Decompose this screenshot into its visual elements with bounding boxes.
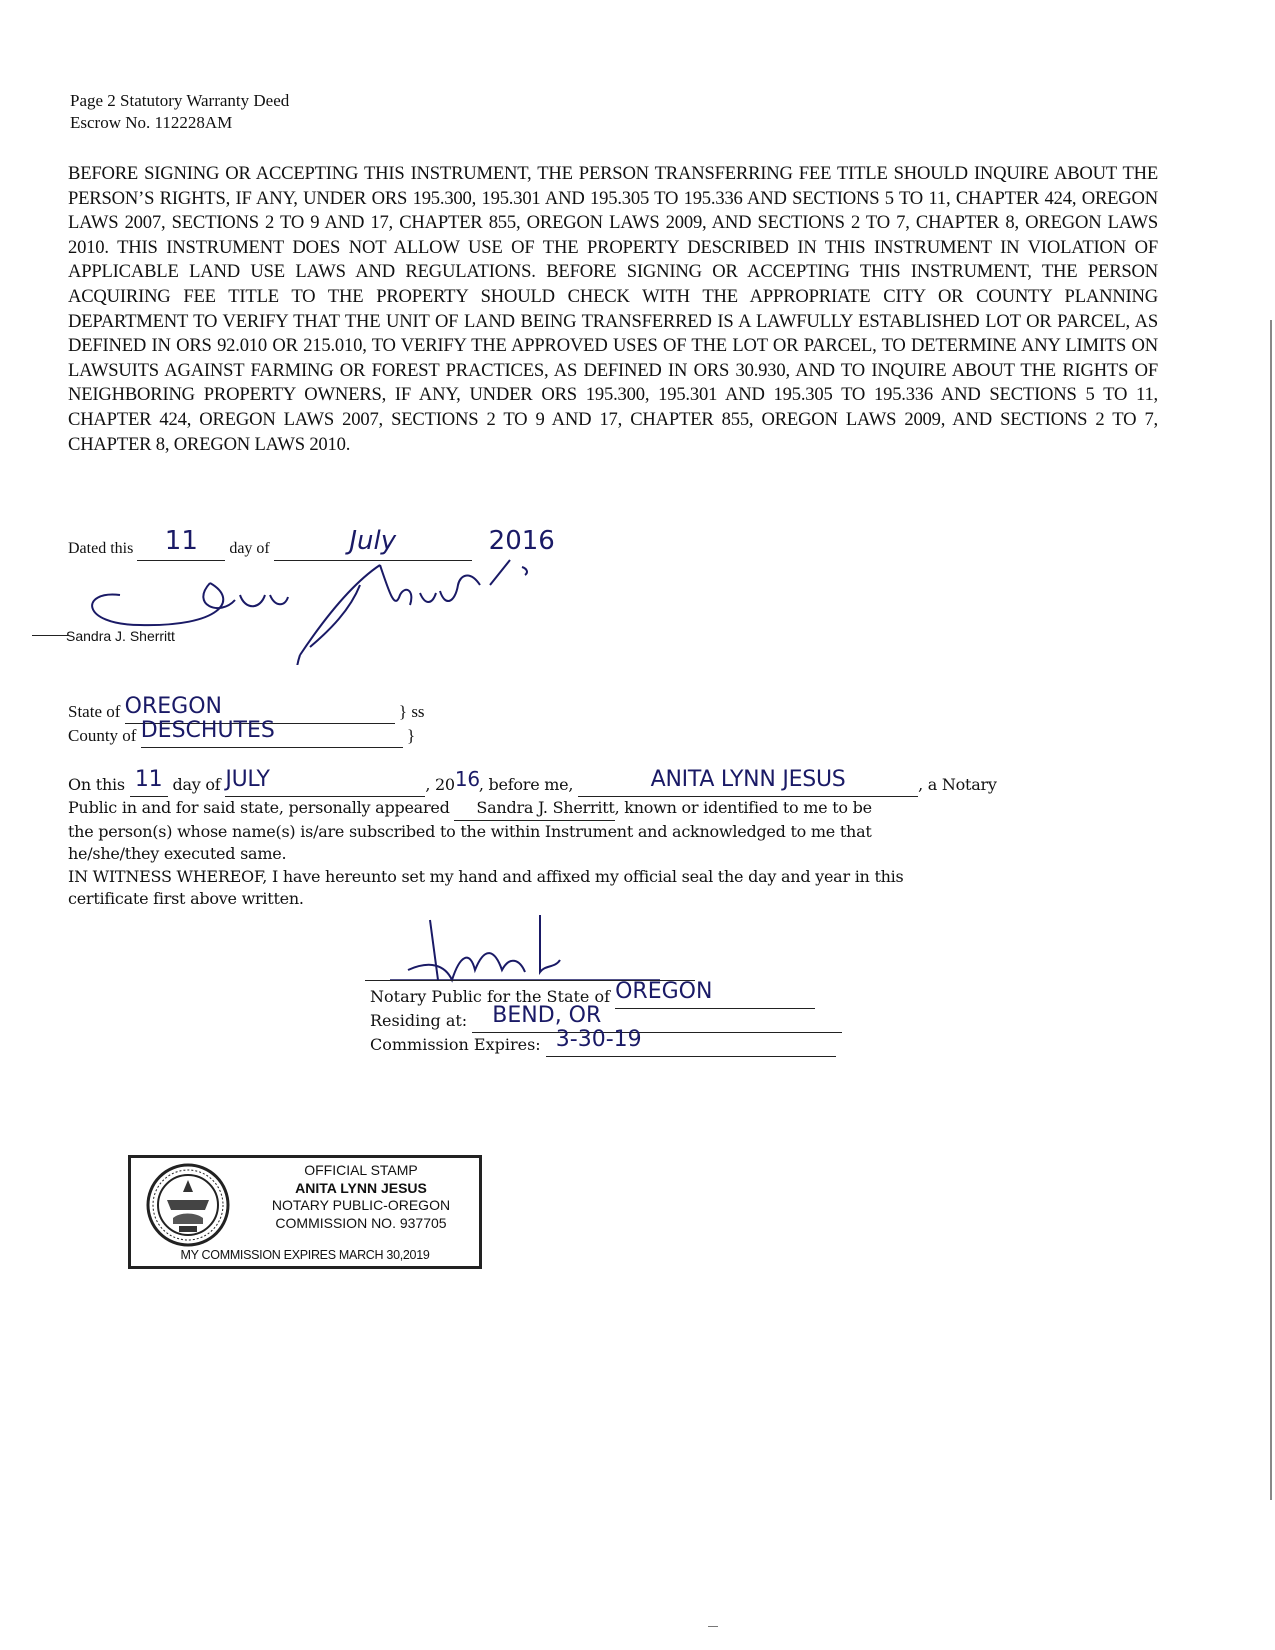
dated-month: July bbox=[349, 526, 397, 556]
ack-line5: IN WITNESS WHEREOF, I have hereunto set my hand and affixed my official seal the day and year in this bbox=[68, 866, 904, 886]
scan-edge-line bbox=[1270, 320, 1272, 1500]
stamp-line3: NOTARY PUBLIC-OREGON bbox=[271, 1197, 451, 1213]
notary-details bbox=[370, 979, 842, 1057]
dated-year: 2016 bbox=[488, 526, 555, 556]
state-label: State of bbox=[68, 702, 121, 721]
dated-middle: day of bbox=[229, 540, 270, 557]
expires-label: Commission Expires: bbox=[370, 1035, 541, 1054]
ack-year-blank bbox=[454, 767, 480, 796]
ack-month-blank bbox=[225, 767, 425, 797]
official-notary-stamp bbox=[128, 1155, 482, 1269]
expires-blank bbox=[546, 1027, 836, 1057]
notary-signature bbox=[390, 910, 670, 990]
residing-label: Residing at: bbox=[370, 1011, 468, 1030]
ack-line4: he/she/they executed same. bbox=[68, 844, 287, 864]
ss-mark: } ss bbox=[398, 702, 425, 721]
stamp-line4: COMMISSION NO. 937705 bbox=[275, 1214, 447, 1231]
ack-year-suffix: 16 bbox=[454, 767, 480, 791]
ack-line2-pre: Public in and for said state, personally appeared bbox=[68, 798, 450, 818]
county-brace: } bbox=[406, 726, 416, 745]
ack-notary-name: ANITA LYNN JESUS bbox=[650, 767, 846, 792]
dated-prefix: Dated this bbox=[68, 540, 134, 557]
ack-on-this: On this bbox=[68, 775, 125, 794]
ack-year-prefix: , 20 bbox=[425, 775, 455, 794]
ack-day-blank bbox=[130, 767, 168, 797]
county-label: County of bbox=[68, 726, 137, 745]
oregon-state-seal-icon bbox=[145, 1162, 231, 1248]
ack-month: JULY bbox=[225, 767, 270, 792]
residing-value: BEND, OR bbox=[492, 1003, 602, 1028]
stamp-line2: ANITA LYNN JESUS bbox=[295, 1179, 427, 1196]
ack-line6: certificate first above written. bbox=[68, 889, 304, 909]
signature-line bbox=[32, 635, 68, 636]
page-title: Page 2 Statutory Warranty Deed bbox=[70, 91, 290, 110]
stamp-line1: OFFICIAL STAMP bbox=[304, 1162, 418, 1178]
ack-line3: the person(s) whose name(s) is/are subscribed to the within Instrument and acknowledged to me that bbox=[68, 821, 872, 841]
notary-state: OREGON bbox=[615, 979, 713, 1004]
stamp-text bbox=[251, 1162, 471, 1232]
county-blank bbox=[140, 718, 403, 748]
venue-block bbox=[68, 694, 425, 748]
stamp-line5: MY COMMISSION EXPIRES MARCH 30,2019 bbox=[180, 1248, 430, 1262]
notary-state-blank bbox=[615, 979, 815, 1009]
ack-day-of: day of bbox=[172, 775, 221, 794]
statutory-warning-paragraph: BEFORE SIGNING OR ACCEPTING THIS INSTRUMENT, THE PERSON TRANSFERRING FEE TITLE SHOULD INQUIRE ABOUT THE PERSON’S RIGHTS, IF ANY, UNDER ORS 195.300, 195.301 AND 195.305 TO 195.336 AND SECTIONS 5 TO 11, CHAPTER 424, OREGON LAWS 2007, SECTIONS 2 TO 9 AND 17, CHAPTER 855, OREGON LAWS 2009, AND SECTIONS 2 TO 7, CHAPTER 8, OREGON LAWS 2010. THIS INSTRUMENT DOES NOT ALLOW USE OF THE PROPERTY DESCRIBED IN THIS INSTRUMENT IN VIOLATION OF APPLICABLE LAND USE LAWS AND REGULATIONS. BEFORE SIGNING OR ACCEPTING THIS INSTRUMENT, THE PERSON ACQUIRING FEE TITLE TO THE PROPERTY SHOULD CHECK WITH THE APPROPRIATE CITY OR COUNTY PLANNING DEPARTMENT TO VERIFY THAT THE UNIT OF LAND BEING TRANSFERRED IS A LAWFULLY ESTABLISHED LOT OR PARCEL, AS DEFINED IN ORS 92.010 OR 215.010, TO VERIFY THE APPROVED USES OF THE LOT OR PARCEL, TO DETERMINE ANY LIMITS ON LAWSUITS AGAINST FARMING OR FOREST PRACTICES, AS DEFINED IN ORS 30.930, AND TO INQUIRE ABOUT THE RIGHTS OF NEIGHBORING PROPERTY OWNERS, IF ANY, UNDER ORS 195.300, 195.301 AND 195.305 TO 195.336 AND SECTIONS 5 TO 11, CHAPTER 424, OREGON LAWS 2007, SECTIONS 2 TO 9 AND 17, CHAPTER 855, OREGON LAWS 2009, AND SECTIONS 2 TO 7, CHAPTER 8, OREGON LAWS 2010. bbox=[68, 163, 1158, 455]
notary-public-label: Notary Public for the State of bbox=[370, 987, 611, 1006]
ack-day: 11 bbox=[134, 767, 163, 792]
escrow-number: Escrow No. 112228AM bbox=[70, 113, 233, 132]
notary-name-blank bbox=[578, 767, 918, 797]
county-value: DESCHUTES bbox=[140, 718, 275, 743]
residing-blank bbox=[472, 1003, 842, 1033]
ack-line2-post: , known or identified to me to be bbox=[614, 798, 872, 818]
page-mark bbox=[708, 1626, 718, 1627]
expires-value: 3-30-19 bbox=[555, 1027, 642, 1052]
ack-a-notary: , a Notary bbox=[918, 775, 997, 794]
document-header bbox=[70, 90, 289, 134]
ack-before-me: , before me, bbox=[478, 775, 574, 794]
signature-sandra bbox=[60, 555, 580, 665]
ack-appeared-name: Sandra J. Sherritt bbox=[454, 797, 614, 820]
dated-day: 11 bbox=[164, 526, 198, 556]
state-value: OREGON bbox=[124, 694, 222, 719]
signer-name: Sandra J. Sherritt bbox=[66, 628, 175, 644]
notary-acknowledgment bbox=[68, 767, 1158, 910]
